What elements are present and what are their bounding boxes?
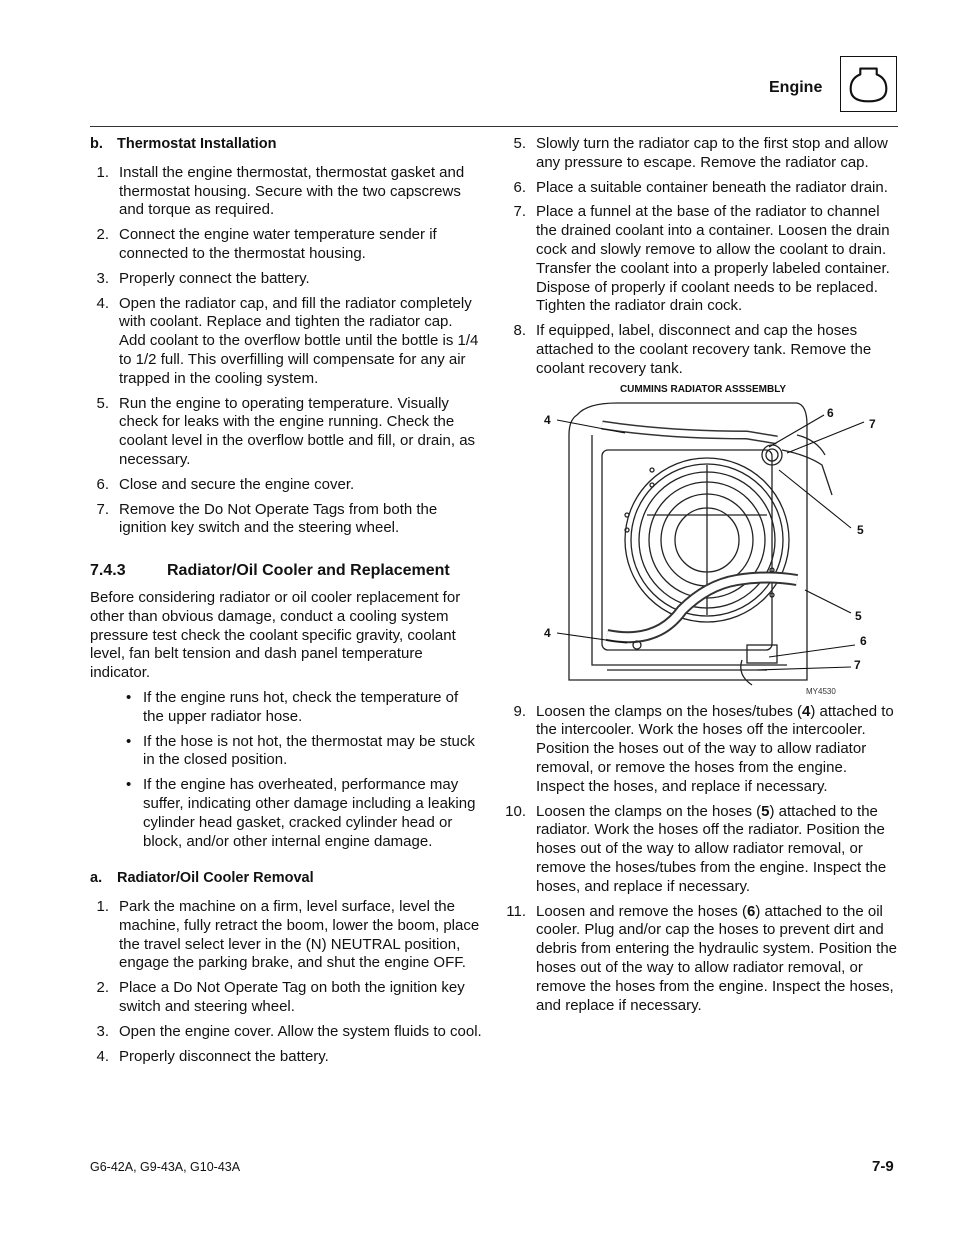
thermostat-steps [90, 164, 482, 538]
step-number: 1. [96, 898, 109, 916]
bullet-icon: • [126, 688, 132, 706]
step-text-post: ) attached to the intercooler. Work the hoses off the intercooler. Position the hoses out of the way to allow radiator removal, or remove the hoses from the engine. Inspect the hoses, and replace if necessary. [536, 702, 894, 795]
list-item [507, 203, 899, 316]
section-number: 7.4.3 [90, 562, 126, 580]
step-callout-ref: 6 [746, 902, 756, 920]
list-item [90, 898, 482, 973]
step-number: 10. [505, 802, 526, 820]
removal-heading-letter: a. [90, 870, 103, 887]
figure-caption: CUMMINS RADIATOR ASSSEMBLY [619, 383, 787, 395]
step-number: 4. [96, 1047, 109, 1065]
list-item [507, 322, 899, 378]
list-item [90, 979, 482, 1017]
step-text-pre: Loosen the clamps on the hoses ( [536, 802, 762, 820]
step-text: Slowly turn the radiator cap to the first stop and allow any pressure to escape. Remove the radiator cap. [536, 135, 888, 171]
list-item [507, 135, 899, 173]
step-text-post: ) attached to the radiator. Work the hoses off the radiator. Position the hoses out of the way to allow radiator removal, or remove the hoses/tubes from the engine. Inspect the hoses, and replace if necessary. [536, 802, 887, 895]
step-text-pre: Loosen the clamps on the hoses/tubes ( [536, 702, 803, 720]
list-item [90, 501, 482, 539]
removal-steps-continued [507, 135, 899, 379]
step-text-pre: Loosen and remove the hoses ( [536, 902, 747, 920]
removal-steps-after-figure [507, 703, 899, 1016]
step-text: Close and secure the engine cover. [119, 475, 355, 493]
list-item [90, 270, 482, 289]
radiator-figure [507, 381, 899, 699]
step-text: Properly connect the battery. [119, 269, 310, 287]
list-item [90, 295, 482, 389]
step-number: 6. [513, 178, 526, 196]
step-number: 3. [96, 1022, 109, 1040]
callout-label: 5 [855, 608, 862, 623]
callout-label: 4 [544, 625, 551, 640]
step-text: Properly disconnect the battery. [119, 1047, 329, 1065]
section-title: Radiator/Oil Cooler and Replacement [167, 562, 450, 580]
removal-heading [90, 869, 482, 888]
step-text: Place a suitable container beneath the radiator drain. [536, 178, 888, 196]
bullet-text: If the engine has overheated, performance may suffer, indicating other damage including a leaking cylinder head gasket, cracked cylinder head or block, and/or other internal engine damage. [143, 776, 476, 850]
step-number: 3. [96, 269, 109, 287]
step-text: Place a funnel at the base of the radiator to channel the drained coolant into a container. Loosen the drain cock and slowly remove to allow the coolant to drain. Transfer the coolant into a properly labeled container. Dispose of properly if coolant needs to be replaced. Tighten the radiator drain cock. [536, 203, 890, 315]
step-callout-ref: 5 [761, 802, 770, 820]
list-item [90, 1048, 482, 1067]
list-item [507, 803, 899, 897]
list-item [126, 689, 482, 727]
list-item [90, 395, 482, 470]
callout-label: 7 [869, 416, 876, 431]
list-item [90, 164, 482, 220]
section-heading [90, 562, 482, 581]
right-column [507, 135, 899, 1021]
list-item [90, 1023, 482, 1042]
step-number: 5. [96, 394, 109, 412]
step-text: If equipped, label, disconnect and cap the hoses attached to the coolant recovery tank. Remove the coolant recovery tank. [536, 322, 872, 377]
header-title: Engine [769, 79, 823, 96]
bullet-icon: • [126, 732, 132, 750]
callout-label: 5 [857, 522, 864, 537]
step-number: 1. [96, 163, 109, 181]
bullet-icon: • [126, 776, 132, 794]
step-number: 2. [96, 226, 109, 244]
callout-label: 6 [860, 633, 867, 648]
step-number: 11. [506, 902, 526, 920]
list-item [90, 226, 482, 264]
step-number: 5. [513, 135, 526, 152]
step-text: Open the engine cover. Allow the system fluids to cool. [119, 1022, 482, 1040]
step-number: 6. [96, 475, 109, 493]
list-item [126, 776, 482, 851]
removal-steps [90, 898, 482, 1066]
step-text: Place a Do Not Operate Tag on both the ignition key switch and steering wheel. [119, 979, 465, 1016]
thermostat-heading-title: Thermostat Installation [117, 136, 277, 152]
footer-models: G6-42A, G9-43A, G10-43A [90, 1160, 241, 1174]
step-text: Install the engine thermostat, thermostat gasket and thermostat housing. Secure with the two capscrews and torque as required. [119, 163, 465, 219]
left-column [90, 135, 482, 1072]
bullet-list [90, 689, 482, 851]
step-text: Run the engine to operating temperature. Visually check for leaks with the engine running. Check the coolant level in the overflow bottle and fill, or drain, as necessary. [119, 394, 476, 468]
engine-icon [840, 56, 897, 112]
step-callout-ref: 4 [802, 702, 811, 720]
list-item [90, 476, 482, 495]
step-number: 8. [513, 322, 526, 340]
list-item [507, 903, 899, 1016]
step-text: Remove the Do Not Operate Tags from both the ignition key switch and the steering wheel. [119, 500, 438, 537]
step-number: 4. [96, 294, 109, 312]
thermostat-heading [90, 135, 482, 154]
bullet-text: If the engine runs hot, check the temperature of the upper radiator hose. [143, 688, 459, 725]
callout-label: 6 [827, 405, 834, 420]
step-text: Connect the engine water temperature sender if connected to the thermostat housing. [119, 226, 437, 262]
callout-label: 4 [544, 412, 551, 427]
callout-label: 7 [854, 657, 861, 672]
header-rule [90, 126, 898, 127]
section-intro: Before considering radiator or oil cooler replacement for other than obvious damage, conduct a cooling system pressure test check the coolant specific gravity, coolant level, fan belt tension and dash panel temperature indicator. [90, 588, 461, 682]
figure-id: MY4530 [806, 686, 836, 696]
step-number: 7. [513, 203, 526, 221]
step-number: 7. [96, 500, 109, 518]
list-item [126, 733, 482, 771]
list-item [507, 703, 899, 797]
step-text: Open the radiator cap, and fill the radiator completely with coolant. Replace and tighten the radiator cap. Add coolant to the overflow bottle until the bottle is 1/4 to 1/2 full. This overfilling will compensate for any air trapped in the cooling system. [119, 294, 479, 387]
list-item [507, 179, 899, 198]
step-number: 9. [513, 702, 526, 720]
bullet-text: If the hose is not hot, the thermostat may be stuck in the closed position. [143, 732, 475, 769]
page-number: 7-9 [872, 1158, 894, 1175]
thermostat-heading-letter: b. [90, 136, 103, 152]
step-text-post: ) attached to the oil cooler. Plug and/or cap the hoses to prevent dirt and debris from entering the hydraulic system. Position the hoses out of the way to allow radiator removal, or remove the hoses from the engine. Inspect the hoses, and replace if necessary. [536, 902, 898, 1014]
radiator-assembly-illustration [507, 395, 899, 695]
removal-heading-title: Radiator/Oil Cooler Removal [117, 870, 314, 887]
step-text: Park the machine on a firm, level surface, level the machine, fully retract the boom, lower the boom, place the travel select lever in the (N) NEUTRAL position, engage the parking brake, and shut the engine OFF. [119, 898, 480, 972]
step-number: 2. [96, 979, 109, 997]
